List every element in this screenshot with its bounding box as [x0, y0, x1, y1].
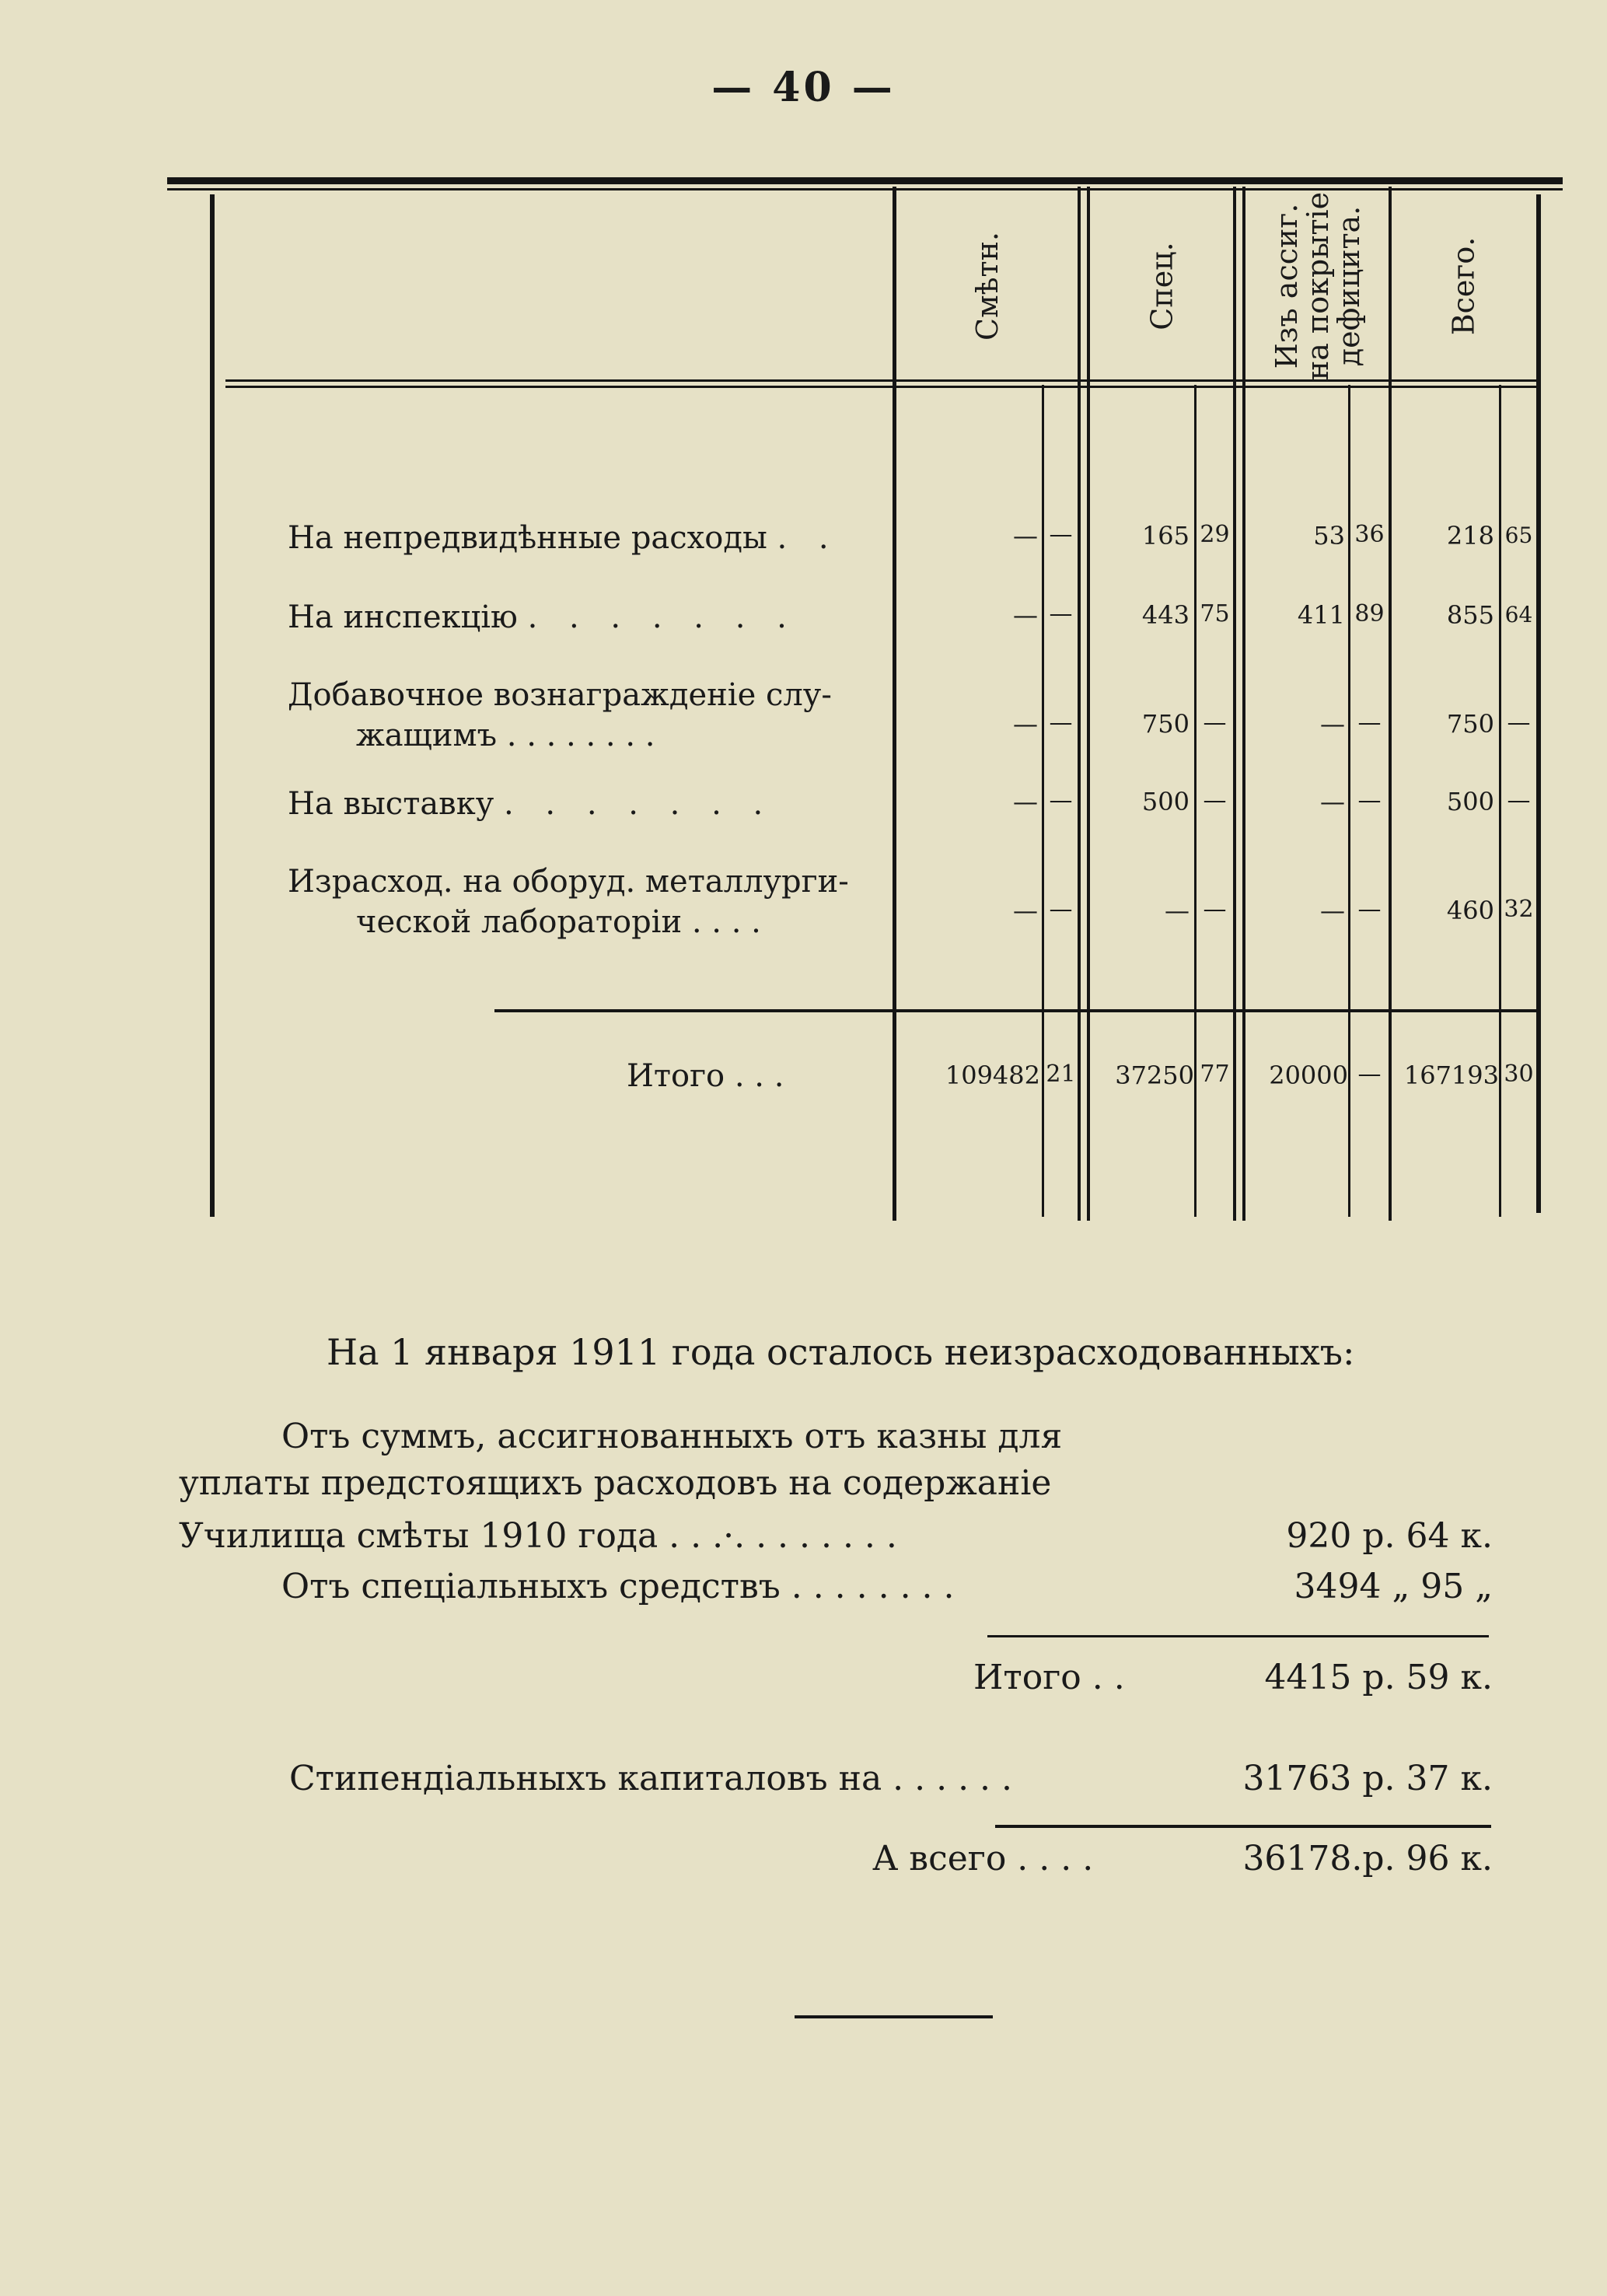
- left-border: [210, 194, 215, 1217]
- grand-label: А всего . . . .: [872, 1839, 1094, 1878]
- cell-smeta-k: —: [1049, 896, 1073, 923]
- header-iz-assig-line1: Изъ ассиг.: [1270, 203, 1304, 369]
- cell-spets-k: —: [1203, 787, 1227, 814]
- cell-smeta-k: —: [1049, 600, 1073, 627]
- row-label-text: ческой лабораторіи . . . .: [356, 904, 761, 940]
- cell-vsego-k: 32: [1504, 896, 1534, 923]
- cell-vsego-k: —: [1507, 709, 1531, 736]
- cell-assig-r: —: [1320, 709, 1345, 739]
- total-label: [627, 1056, 784, 1096]
- cell-vsego-k: —: [1507, 787, 1531, 814]
- cell-smeta-k: —: [1049, 787, 1073, 814]
- top-thin-rule: [167, 188, 1563, 190]
- header-spets: [1092, 194, 1232, 377]
- cell-spets-k: 75: [1200, 600, 1230, 627]
- summary-line: Училища смѣты 1910 года . . .·. . . . . . . .: [179, 1516, 897, 1556]
- summary-line: Отъ суммъ, ассигнованныхъ отъ казны для: [281, 1417, 1063, 1456]
- cell-assig-k: —: [1357, 787, 1382, 814]
- row-label-text: Добавочное вознагражденіе слу-: [288, 677, 832, 713]
- row-label: [288, 518, 840, 558]
- row-label-text: На непредвидѣнные расходы: [288, 520, 767, 556]
- row-label: [288, 675, 832, 756]
- total-vsego-r: 167193: [1403, 1061, 1499, 1090]
- stipend-label: Стипендіальныхъ капиталовъ на . . . . . .: [289, 1759, 1013, 1798]
- row-label-dots: . . . . . . .: [503, 786, 774, 822]
- total-spets-k: 77: [1200, 1061, 1230, 1088]
- subtotal-rule: [987, 1635, 1489, 1637]
- total-label-text: Итого . . .: [627, 1058, 784, 1094]
- header-smeta-text: Смѣтн.: [969, 231, 1004, 341]
- cell-assig-k: 36: [1354, 521, 1385, 548]
- cell-spets-r: 165: [1141, 521, 1190, 550]
- cell-smeta-k: —: [1049, 709, 1073, 736]
- cell-assig-k: —: [1357, 896, 1382, 923]
- cell-assig-r: 411: [1297, 600, 1345, 630]
- total-smeta-k: 21: [1046, 1061, 1076, 1088]
- cell-vsego-r: 855: [1446, 600, 1494, 630]
- cell-spets-r: 500: [1141, 787, 1190, 816]
- summary-amount: 3494 „ 95 „: [1294, 1567, 1493, 1606]
- header-iz-assig: [1248, 191, 1388, 380]
- header-iz-assig-line2: на покрытіе: [1301, 191, 1335, 380]
- end-rule: [795, 2015, 993, 2018]
- summary-amount: 920 р. 64 к.: [1286, 1516, 1493, 1556]
- row-label-text: На инспекцію: [288, 599, 518, 635]
- cell-vsego-k: 65: [1504, 522, 1533, 548]
- header-vsego: [1392, 194, 1535, 377]
- row-label-text: Израсход. на оборуд. металлурги-: [288, 864, 849, 900]
- cell-smeta-r: —: [1013, 709, 1038, 739]
- grand-amount: 36178.р. 96 к.: [1242, 1839, 1493, 1878]
- total-spets-r: 37250: [1115, 1061, 1194, 1090]
- header-iz-assig-line3: дефицита.: [1332, 205, 1366, 366]
- cell-vsego-k: 64: [1504, 602, 1533, 627]
- cell-smeta-k: —: [1049, 521, 1073, 548]
- cell-spets-r: 443: [1141, 600, 1190, 630]
- col-line-6: [1233, 187, 1236, 1221]
- header-spets-text: Спец.: [1145, 241, 1179, 330]
- cell-assig-r: —: [1320, 787, 1345, 816]
- cell-assig-k: —: [1357, 709, 1382, 736]
- subtotal-amount: 4415 р. 59 к.: [1264, 1658, 1493, 1697]
- header-vsego-text: Всего.: [1446, 236, 1481, 335]
- grand-rule: [995, 1825, 1491, 1828]
- summary-heading: На 1 января 1911 года осталось неизрасходованныхъ:: [327, 1331, 1355, 1373]
- cell-spets-r: 750: [1141, 709, 1190, 739]
- cell-vsego-r: 460: [1446, 896, 1494, 925]
- row-label: [288, 784, 774, 824]
- cell-spets-k: —: [1203, 896, 1227, 923]
- col-line-3: [1078, 187, 1081, 1221]
- cell-vsego-r: 750: [1446, 709, 1494, 739]
- row-label: [288, 861, 849, 942]
- cell-smeta-r: —: [1013, 896, 1038, 925]
- top-thick-rule: [167, 177, 1563, 184]
- total-smeta-r: 109482: [945, 1061, 1040, 1090]
- cell-assig-r: —: [1320, 896, 1345, 925]
- right-border: [1536, 194, 1541, 1213]
- cell-smeta-r: —: [1013, 521, 1038, 550]
- total-vsego-k: 30: [1504, 1061, 1534, 1088]
- row-label-dots: . . . . . . .: [527, 599, 798, 635]
- header-iz-assig-text: [1271, 191, 1364, 379]
- cell-spets-k: —: [1203, 709, 1227, 736]
- row-label-dots: . .: [777, 520, 840, 556]
- row-label: [288, 597, 798, 638]
- cell-smeta-r: —: [1013, 600, 1038, 630]
- cell-spets-k: 29: [1200, 521, 1230, 548]
- cell-assig-r: 53: [1313, 521, 1345, 550]
- summary-line: уплаты предстоящихъ расходовъ на содержаніе: [179, 1463, 1052, 1503]
- stipend-amount: 31763 р. 37 к.: [1242, 1759, 1493, 1798]
- page-number: — 40 —: [711, 64, 896, 111]
- cell-spets-r: —: [1165, 896, 1190, 925]
- row-label-text: На выставку: [288, 786, 494, 822]
- row-label-text: жащимъ . . . . . . . .: [356, 718, 655, 753]
- cell-vsego-r: 218: [1446, 521, 1494, 550]
- total-rule: [494, 1009, 1541, 1012]
- cell-smeta-r: —: [1013, 787, 1038, 816]
- cell-assig-k: 89: [1354, 600, 1385, 627]
- total-assig-r: 20000: [1269, 1061, 1348, 1090]
- subtotal-label: Итого . .: [973, 1658, 1125, 1697]
- cell-vsego-r: 500: [1446, 787, 1494, 816]
- header-rule-2: [225, 386, 1539, 388]
- total-assig-k: —: [1357, 1061, 1382, 1088]
- header-smeta: [898, 194, 1077, 377]
- summary-line: Отъ спеціальныхъ средствъ . . . . . . . .: [281, 1567, 955, 1606]
